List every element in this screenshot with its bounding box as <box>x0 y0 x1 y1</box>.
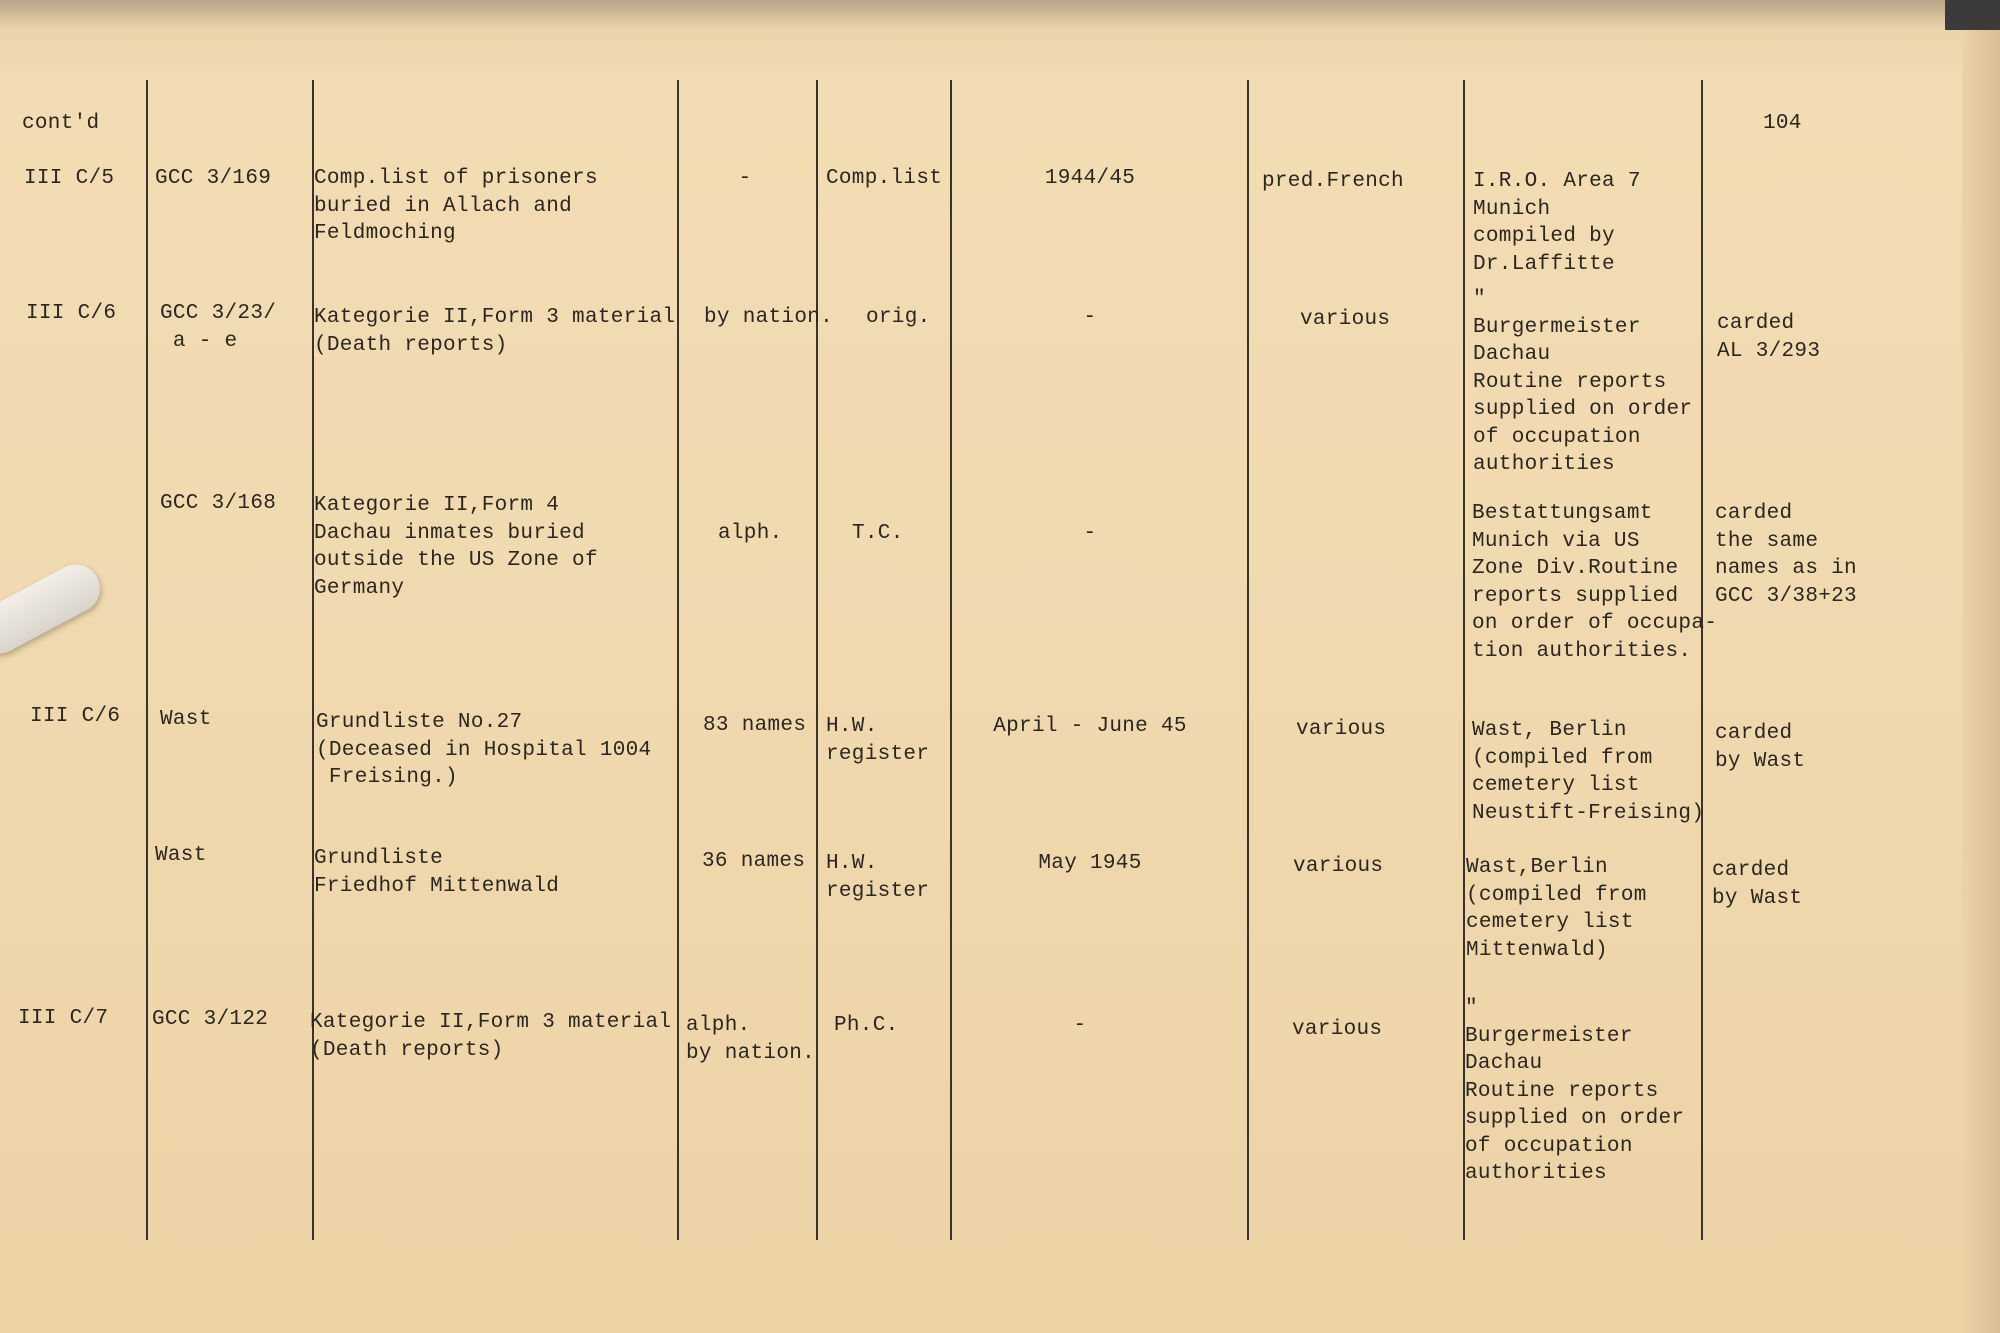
row-section: III C/7 <box>18 1007 109 1030</box>
row-description: Kategorie II,Form 4 Dachau inmates buried outside the US Zone of Germany <box>314 494 598 600</box>
column-rule <box>950 80 952 1240</box>
row-nationality: various <box>1296 718 1387 741</box>
row-description: Grundliste Friedhof Mittenwald <box>314 847 560 898</box>
row-type: T.C. <box>852 522 904 545</box>
row-arrangement: by nation. <box>704 306 834 329</box>
row-ref: GCC 3/23/ a - e <box>160 302 277 353</box>
row-remarks: carded AL 3/293 <box>1717 312 1821 363</box>
row-source: " Burgermeister Dachau Routine reports supplied on order of occupation authorities <box>1465 997 1685 1185</box>
row-nationality: various <box>1292 1018 1383 1041</box>
row-date: - <box>1083 306 1097 329</box>
row-source: Bestattungsamt Munich via US Zone Div.Routine reports supplied on order of occupa- tion authorities. <box>1472 502 1718 663</box>
column-rule <box>816 80 818 1240</box>
column-rule <box>146 80 148 1240</box>
row-description: Kategorie II,Form 3 material (Death reports) <box>314 306 676 357</box>
paper-right-edge <box>1962 30 2000 1333</box>
row-arrangement: 36 names <box>702 850 806 873</box>
page-number: 104 <box>1763 112 1802 135</box>
row-description: Comp.list of prisoners buried in Allach and Feldmoching <box>314 167 598 245</box>
row-type: orig. <box>866 306 931 329</box>
row-date: - <box>1083 522 1097 545</box>
row-nationality: various <box>1293 855 1384 878</box>
row-arrangement: alph. by nation. <box>686 1014 816 1065</box>
row-type: H.W. register <box>826 715 930 766</box>
row-arrangement: alph. <box>718 522 783 545</box>
paper-top-edge <box>0 0 2000 30</box>
row-ref: GCC 3/122 <box>152 1008 269 1031</box>
row-type: Ph.C. <box>834 1014 899 1037</box>
row-ref: Wast <box>155 844 207 867</box>
row-source: I.R.O. Area 7 Munich compiled by Dr.Laffitte <box>1473 170 1641 276</box>
row-type: H.W. register <box>826 852 930 903</box>
row-remarks: carded the same names as in GCC 3/38+23 <box>1715 502 1857 608</box>
row-source: Wast,Berlin (compiled from cemetery list Mittenwald) <box>1466 856 1647 962</box>
contd-label: cont'd <box>22 112 100 135</box>
row-section: III C/6 <box>26 302 117 325</box>
row-ref: GCC 3/169 <box>155 167 272 190</box>
row-arrangement: 83 names <box>703 714 807 737</box>
row-section: III C/6 <box>30 705 121 728</box>
row-ref: Wast <box>160 708 212 731</box>
column-rule <box>312 80 314 1240</box>
row-nationality: pred.French <box>1262 170 1404 193</box>
row-remarks: carded by Wast <box>1715 722 1806 773</box>
row-type: Comp.list <box>826 167 943 190</box>
column-rule <box>1247 80 1249 1240</box>
row-date: May 1945 <box>1038 852 1142 875</box>
row-nationality: various <box>1300 308 1391 331</box>
row-date: - <box>1073 1014 1087 1037</box>
row-description: Kategorie II,Form 3 material (Death reports) <box>310 1011 672 1062</box>
binder-corner <box>1945 0 2000 30</box>
row-date: April - June 45 <box>993 715 1187 738</box>
row-section: III C/5 <box>24 167 115 190</box>
row-arrangement: - <box>738 167 752 190</box>
row-date: 1944/45 <box>1044 167 1136 190</box>
row-source: " Burgermeister Dachau Routine reports supplied on order of occupation authorities <box>1473 288 1693 476</box>
row-remarks: carded by Wast <box>1712 859 1803 910</box>
row-source: Wast, Berlin (compiled from cemetery list Neustift-Freising) <box>1472 719 1705 825</box>
column-rule <box>677 80 679 1240</box>
row-ref: GCC 3/168 <box>160 492 277 515</box>
row-description: Grundliste No.27 (Deceased in Hospital 1004 Freising.) <box>316 711 652 789</box>
